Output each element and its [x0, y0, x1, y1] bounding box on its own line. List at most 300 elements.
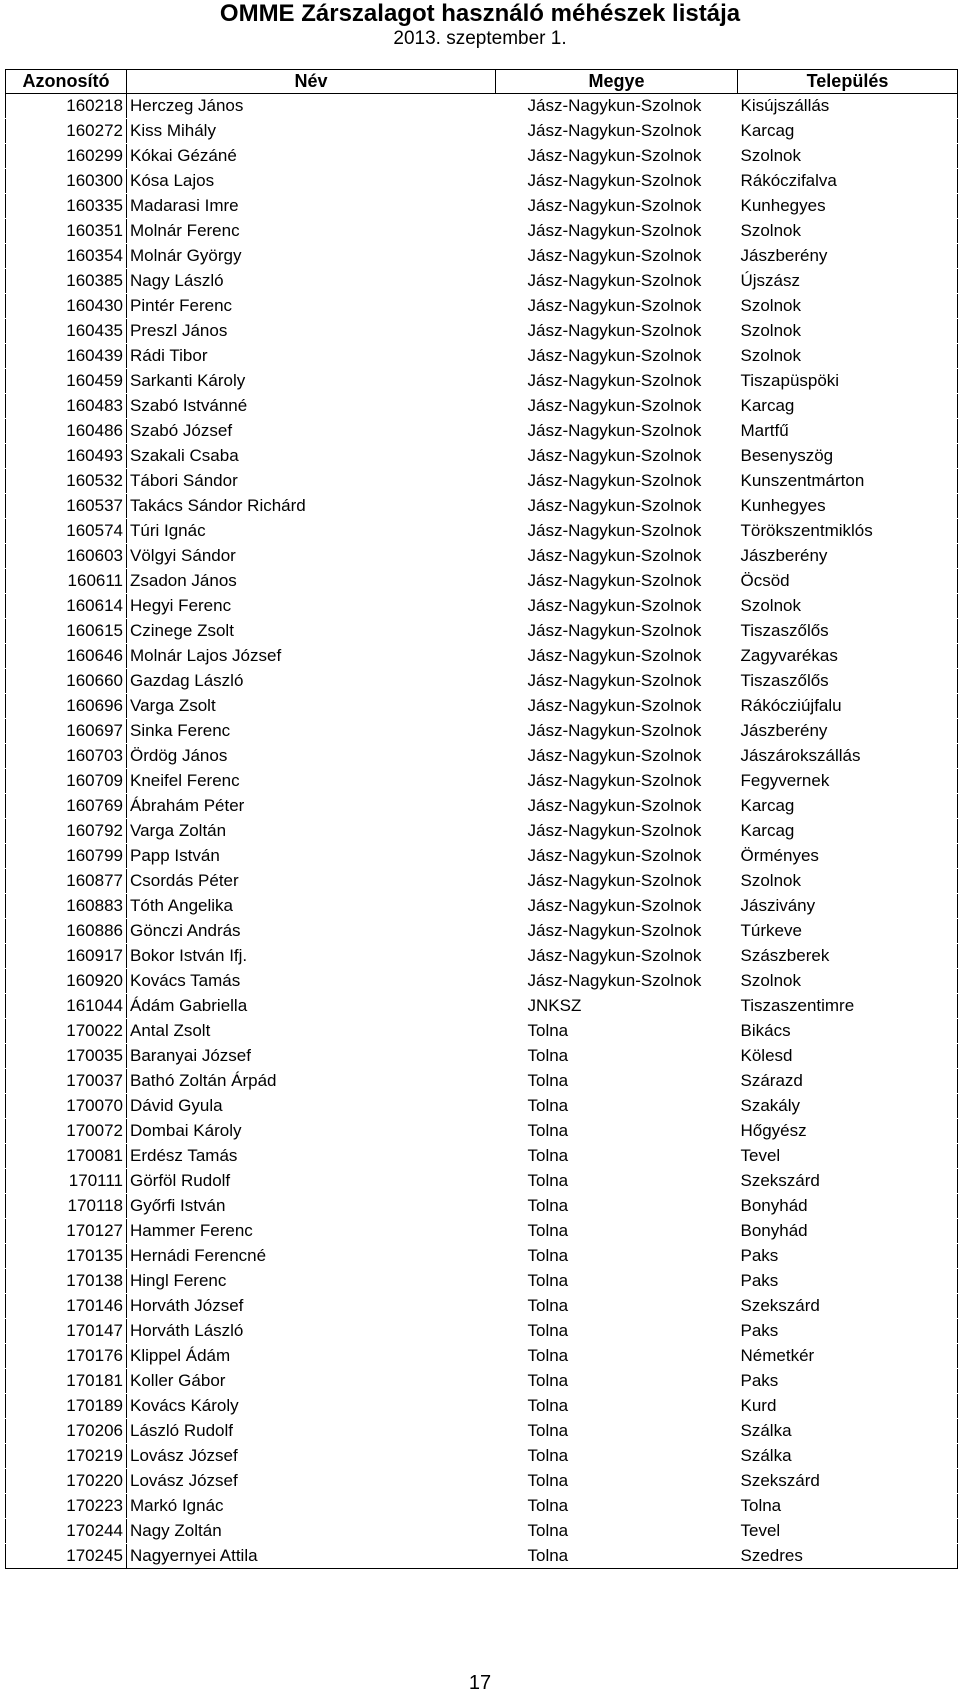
cell-county: Jász-Nagykun-Szolnok — [496, 269, 738, 294]
cell-id: 170035 — [6, 1044, 127, 1069]
cell-county: Jász-Nagykun-Szolnok — [496, 844, 738, 869]
cell-town: Öcsöd — [738, 569, 958, 594]
cell-name: Ábrahám Péter — [127, 794, 496, 819]
cell-town: Paks — [738, 1244, 958, 1269]
table-row — [6, 969, 958, 994]
cell-town: Hőgyész — [738, 1119, 958, 1144]
table-row — [6, 1069, 958, 1094]
cell-name: Kiss Mihály — [127, 119, 496, 144]
cell-name: Bathó Zoltán Árpád — [127, 1069, 496, 1094]
cell-county: Jász-Nagykun-Szolnok — [496, 369, 738, 394]
cell-county: Tolna — [496, 1544, 738, 1569]
cell-town: Szekszárd — [738, 1294, 958, 1319]
column-header-id: Azonosító — [6, 70, 127, 94]
table-row — [6, 1019, 958, 1044]
table-row — [6, 744, 958, 769]
cell-county: Tolna — [496, 1269, 738, 1294]
cell-name: Antal Zsolt — [127, 1019, 496, 1044]
table-row — [6, 294, 958, 319]
cell-county: Tolna — [496, 1519, 738, 1544]
cell-county: Jász-Nagykun-Szolnok — [496, 319, 738, 344]
cell-id: 170244 — [6, 1519, 127, 1544]
table-row — [6, 1469, 958, 1494]
cell-name: Takács Sándor Richárd — [127, 494, 496, 519]
cell-name: Markó Ignác — [127, 1494, 496, 1519]
cell-town: Szárazd — [738, 1069, 958, 1094]
cell-name: László Rudolf — [127, 1419, 496, 1444]
cell-name: Ördög János — [127, 744, 496, 769]
cell-name: Hammer Ferenc — [127, 1219, 496, 1244]
cell-name: Papp István — [127, 844, 496, 869]
cell-town: Fegyvernek — [738, 769, 958, 794]
cell-town: Németkér — [738, 1344, 958, 1369]
cell-name: Szabó Istvánné — [127, 394, 496, 419]
cell-town: Tiszaszőlős — [738, 619, 958, 644]
cell-name: Molnár György — [127, 244, 496, 269]
cell-county: Tolna — [496, 1319, 738, 1344]
cell-id: 160646 — [6, 644, 127, 669]
cell-county: Tolna — [496, 1294, 738, 1319]
table-row — [6, 1119, 958, 1144]
cell-id: 160614 — [6, 594, 127, 619]
cell-town: Karcag — [738, 394, 958, 419]
table-row — [6, 469, 958, 494]
cell-id: 170223 — [6, 1494, 127, 1519]
table-row — [6, 494, 958, 519]
cell-id: 160574 — [6, 519, 127, 544]
cell-name: Szabó József — [127, 419, 496, 444]
cell-name: Tóth Angelika — [127, 894, 496, 919]
table-row — [6, 444, 958, 469]
cell-town: Szálka — [738, 1419, 958, 1444]
cell-town: Martfű — [738, 419, 958, 444]
cell-town: Szedres — [738, 1544, 958, 1569]
table-row — [6, 1544, 958, 1569]
cell-id: 160615 — [6, 619, 127, 644]
table-row — [6, 369, 958, 394]
cell-county: Tolna — [496, 1169, 738, 1194]
cell-id: 170189 — [6, 1394, 127, 1419]
table-row — [6, 394, 958, 419]
cell-id: 160883 — [6, 894, 127, 919]
cell-town: Karcag — [738, 119, 958, 144]
cell-name: Kósa Lajos — [127, 169, 496, 194]
cell-town: Szolnok — [738, 969, 958, 994]
cell-county: Jász-Nagykun-Szolnok — [496, 469, 738, 494]
cell-county: Jász-Nagykun-Szolnok — [496, 569, 738, 594]
cell-id: 170022 — [6, 1019, 127, 1044]
cell-name: Molnár Lajos József — [127, 644, 496, 669]
cell-county: Jász-Nagykun-Szolnok — [496, 444, 738, 469]
cell-id: 170220 — [6, 1469, 127, 1494]
cell-id: 170138 — [6, 1269, 127, 1294]
cell-county: Jász-Nagykun-Szolnok — [496, 494, 738, 519]
table-row — [6, 694, 958, 719]
cell-id: 170081 — [6, 1144, 127, 1169]
table-row — [6, 994, 958, 1019]
cell-town: Túrkeve — [738, 919, 958, 944]
cell-id: 160272 — [6, 119, 127, 144]
cell-id: 170147 — [6, 1319, 127, 1344]
cell-town: Szakály — [738, 1094, 958, 1119]
cell-county: Jász-Nagykun-Szolnok — [496, 594, 738, 619]
cell-town: Karcag — [738, 819, 958, 844]
cell-town: Szekszárd — [738, 1169, 958, 1194]
cell-county: Jász-Nagykun-Szolnok — [496, 294, 738, 319]
table-row — [6, 219, 958, 244]
cell-name: Rádi Tibor — [127, 344, 496, 369]
column-header-name: Név — [127, 70, 496, 94]
cell-county: Jász-Nagykun-Szolnok — [496, 719, 738, 744]
cell-name: Kovács Károly — [127, 1394, 496, 1419]
cell-id: 160493 — [6, 444, 127, 469]
cell-id: 160532 — [6, 469, 127, 494]
cell-name: Sarkanti Károly — [127, 369, 496, 394]
cell-town: Jászberény — [738, 544, 958, 569]
cell-name: Győrfi István — [127, 1194, 496, 1219]
cell-id: 160792 — [6, 819, 127, 844]
cell-county: Jász-Nagykun-Szolnok — [496, 144, 738, 169]
cell-county: Jász-Nagykun-Szolnok — [496, 344, 738, 369]
table-header-row — [6, 70, 958, 94]
cell-name: Kneifel Ferenc — [127, 769, 496, 794]
cell-county: Jász-Nagykun-Szolnok — [496, 819, 738, 844]
table-row — [6, 719, 958, 744]
cell-county: Jász-Nagykun-Szolnok — [496, 419, 738, 444]
table-row — [6, 94, 958, 119]
cell-county: Tolna — [496, 1344, 738, 1369]
cell-name: Pintér Ferenc — [127, 294, 496, 319]
cell-county: Jász-Nagykun-Szolnok — [496, 94, 738, 119]
table-row — [6, 1269, 958, 1294]
cell-county: Jász-Nagykun-Szolnok — [496, 644, 738, 669]
cell-name: Kovács Tamás — [127, 969, 496, 994]
table-row — [6, 819, 958, 844]
cell-county: Jász-Nagykun-Szolnok — [496, 919, 738, 944]
cell-id: 160920 — [6, 969, 127, 994]
cell-town: Kunszentmárton — [738, 469, 958, 494]
table-row — [6, 544, 958, 569]
table-row — [6, 644, 958, 669]
cell-county: Tolna — [496, 1469, 738, 1494]
cell-id: 160486 — [6, 419, 127, 444]
cell-county: Tolna — [496, 1394, 738, 1419]
cell-town: Szolnok — [738, 219, 958, 244]
cell-id: 161044 — [6, 994, 127, 1019]
table-row — [6, 1344, 958, 1369]
cell-county: Tolna — [496, 1494, 738, 1519]
cell-id: 170176 — [6, 1344, 127, 1369]
cell-name: Hegyi Ferenc — [127, 594, 496, 619]
cell-name: Erdész Tamás — [127, 1144, 496, 1169]
cell-id: 170245 — [6, 1544, 127, 1569]
cell-town: Kurd — [738, 1394, 958, 1419]
cell-id: 160300 — [6, 169, 127, 194]
table-row — [6, 1194, 958, 1219]
cell-id: 160299 — [6, 144, 127, 169]
cell-name: Túri Ignác — [127, 519, 496, 544]
cell-county: Tolna — [496, 1444, 738, 1469]
cell-name: Czinege Zsolt — [127, 619, 496, 644]
cell-name: Molnár Ferenc — [127, 219, 496, 244]
table-row — [6, 1044, 958, 1069]
cell-county: Jász-Nagykun-Szolnok — [496, 394, 738, 419]
cell-county: Jász-Nagykun-Szolnok — [496, 194, 738, 219]
table-row — [6, 1244, 958, 1269]
cell-county: Tolna — [496, 1094, 738, 1119]
table-row — [6, 1319, 958, 1344]
cell-county: Tolna — [496, 1119, 738, 1144]
cell-id: 160483 — [6, 394, 127, 419]
cell-id: 170072 — [6, 1119, 127, 1144]
cell-town: Kunhegyes — [738, 194, 958, 219]
cell-town: Szászberek — [738, 944, 958, 969]
cell-county: Tolna — [496, 1144, 738, 1169]
table-row — [6, 1294, 958, 1319]
cell-town: Tiszaszőlős — [738, 669, 958, 694]
cell-id: 170219 — [6, 1444, 127, 1469]
cell-town: Bonyhád — [738, 1219, 958, 1244]
table-row — [6, 519, 958, 544]
cell-county: Jász-Nagykun-Szolnok — [496, 869, 738, 894]
table-row — [6, 894, 958, 919]
table-row — [6, 144, 958, 169]
column-header-county: Megye — [496, 70, 738, 94]
table-row — [6, 944, 958, 969]
cell-county: Tolna — [496, 1019, 738, 1044]
table-row — [6, 344, 958, 369]
table-row — [6, 1519, 958, 1544]
cell-id: 170127 — [6, 1219, 127, 1244]
cell-name: Zsadon János — [127, 569, 496, 594]
cell-name: Dávid Gyula — [127, 1094, 496, 1119]
cell-county: Tolna — [496, 1069, 738, 1094]
cell-id: 170146 — [6, 1294, 127, 1319]
cell-town: Paks — [738, 1269, 958, 1294]
cell-county: Jász-Nagykun-Szolnok — [496, 219, 738, 244]
table-row — [6, 319, 958, 344]
cell-town: Rákócziújfalu — [738, 694, 958, 719]
cell-name: Preszl János — [127, 319, 496, 344]
cell-town: Szolnok — [738, 594, 958, 619]
cell-town: Paks — [738, 1369, 958, 1394]
cell-id: 170118 — [6, 1194, 127, 1219]
cell-county: Jász-Nagykun-Szolnok — [496, 769, 738, 794]
cell-id: 160354 — [6, 244, 127, 269]
cell-id: 160351 — [6, 219, 127, 244]
cell-county: Tolna — [496, 1044, 738, 1069]
cell-county: Jász-Nagykun-Szolnok — [496, 244, 738, 269]
table-body — [6, 94, 958, 1569]
cell-name: Horváth József — [127, 1294, 496, 1319]
table-row — [6, 1144, 958, 1169]
cell-town: Tiszapüspöki — [738, 369, 958, 394]
cell-county: Tolna — [496, 1369, 738, 1394]
cell-name: Csordás Péter — [127, 869, 496, 894]
cell-town: Jászberény — [738, 719, 958, 744]
cell-name: Varga Zsolt — [127, 694, 496, 719]
cell-county: Tolna — [496, 1194, 738, 1219]
table-row — [6, 569, 958, 594]
table-row — [6, 419, 958, 444]
table-row — [6, 1219, 958, 1244]
cell-name: Koller Gábor — [127, 1369, 496, 1394]
cell-town: Tevel — [738, 1519, 958, 1544]
document-date: 2013. szeptember 1. — [393, 28, 567, 49]
cell-county: Jász-Nagykun-Szolnok — [496, 894, 738, 919]
cell-id: 170037 — [6, 1069, 127, 1094]
cell-name: Varga Zoltán — [127, 819, 496, 844]
table-row — [6, 844, 958, 869]
cell-town: Tiszaszentimre — [738, 994, 958, 1019]
table-row — [6, 919, 958, 944]
table-row — [6, 619, 958, 644]
cell-name: Sinka Ferenc — [127, 719, 496, 744]
cell-county: Jász-Nagykun-Szolnok — [496, 169, 738, 194]
cell-town: Tevel — [738, 1144, 958, 1169]
cell-id: 170206 — [6, 1419, 127, 1444]
cell-town: Paks — [738, 1319, 958, 1344]
table-row — [6, 1394, 958, 1419]
cell-id: 160703 — [6, 744, 127, 769]
cell-id: 160709 — [6, 769, 127, 794]
table-row — [6, 1094, 958, 1119]
cell-town: Tolna — [738, 1494, 958, 1519]
cell-county: Jász-Nagykun-Szolnok — [496, 794, 738, 819]
cell-county: Tolna — [496, 1244, 738, 1269]
cell-county: Jász-Nagykun-Szolnok — [496, 544, 738, 569]
cell-name: Nagyernyei Attila — [127, 1544, 496, 1569]
cell-county: Jász-Nagykun-Szolnok — [496, 669, 738, 694]
cell-id: 160335 — [6, 194, 127, 219]
beekeeper-table — [5, 69, 958, 1569]
cell-town: Bonyhád — [738, 1194, 958, 1219]
table-row — [6, 594, 958, 619]
table-row — [6, 794, 958, 819]
cell-town: Jászberény — [738, 244, 958, 269]
table-row — [6, 194, 958, 219]
cell-county: Jász-Nagykun-Szolnok — [496, 969, 738, 994]
cell-town: Kölesd — [738, 1044, 958, 1069]
table-row — [6, 1444, 958, 1469]
cell-name: Baranyai József — [127, 1044, 496, 1069]
cell-town: Szolnok — [738, 344, 958, 369]
cell-town: Jászárokszállás — [738, 744, 958, 769]
table-row — [6, 1494, 958, 1519]
cell-name: Hernádi Ferencné — [127, 1244, 496, 1269]
cell-town: Kunhegyes — [738, 494, 958, 519]
cell-county: Jász-Nagykun-Szolnok — [496, 519, 738, 544]
cell-county: Jász-Nagykun-Szolnok — [496, 119, 738, 144]
cell-county: Jász-Nagykun-Szolnok — [496, 744, 738, 769]
cell-name: Madarasi Imre — [127, 194, 496, 219]
cell-town: Besenyszög — [738, 444, 958, 469]
cell-town: Szálka — [738, 1444, 958, 1469]
cell-id: 160877 — [6, 869, 127, 894]
table-row — [6, 1169, 958, 1194]
cell-name: Gazdag László — [127, 669, 496, 694]
cell-name: Gönczi András — [127, 919, 496, 944]
cell-id: 160537 — [6, 494, 127, 519]
cell-county: Tolna — [496, 1419, 738, 1444]
cell-id: 160439 — [6, 344, 127, 369]
cell-name: Nagy László — [127, 269, 496, 294]
cell-town: Karcag — [738, 794, 958, 819]
cell-id: 160611 — [6, 569, 127, 594]
cell-name: Bokor István Ifj. — [127, 944, 496, 969]
table-row — [6, 244, 958, 269]
cell-name: Lovász József — [127, 1444, 496, 1469]
table-row — [6, 1369, 958, 1394]
cell-name: Hingl Ferenc — [127, 1269, 496, 1294]
cell-name: Horváth László — [127, 1319, 496, 1344]
table-row — [6, 869, 958, 894]
cell-id: 160385 — [6, 269, 127, 294]
cell-town: Szolnok — [738, 144, 958, 169]
cell-town: Zagyvarékas — [738, 644, 958, 669]
document-title: OMME Zárszalagot használó méhészek listája — [219, 0, 741, 27]
cell-id: 160459 — [6, 369, 127, 394]
cell-id: 160917 — [6, 944, 127, 969]
cell-town: Szolnok — [738, 319, 958, 344]
cell-town: Jászivány — [738, 894, 958, 919]
table-row — [6, 669, 958, 694]
page-number: 17 — [468, 1672, 492, 1694]
table-row — [6, 169, 958, 194]
cell-id: 160603 — [6, 544, 127, 569]
cell-id: 170070 — [6, 1094, 127, 1119]
cell-id: 160697 — [6, 719, 127, 744]
cell-name: Klippel Ádám — [127, 1344, 496, 1369]
cell-name: Tábori Sándor — [127, 469, 496, 494]
cell-name: Szakali Csaba — [127, 444, 496, 469]
cell-id: 160660 — [6, 669, 127, 694]
cell-name: Völgyi Sándor — [127, 544, 496, 569]
cell-name: Herczeg János — [127, 94, 496, 119]
cell-county: JNKSZ — [496, 994, 738, 1019]
table-row — [6, 119, 958, 144]
cell-town: Újszász — [738, 269, 958, 294]
cell-id: 160435 — [6, 319, 127, 344]
cell-name: Dombai Károly — [127, 1119, 496, 1144]
cell-id: 170181 — [6, 1369, 127, 1394]
cell-id: 160769 — [6, 794, 127, 819]
cell-name: Ádám Gabriella — [127, 994, 496, 1019]
cell-town: Örményes — [738, 844, 958, 869]
cell-county: Jász-Nagykun-Szolnok — [496, 694, 738, 719]
cell-id: 160218 — [6, 94, 127, 119]
cell-town: Bikács — [738, 1019, 958, 1044]
cell-town: Szolnok — [738, 869, 958, 894]
cell-town: Rákóczifalva — [738, 169, 958, 194]
cell-id: 160430 — [6, 294, 127, 319]
cell-town: Szekszárd — [738, 1469, 958, 1494]
cell-id: 170135 — [6, 1244, 127, 1269]
table-row — [6, 269, 958, 294]
cell-name: Lovász József — [127, 1469, 496, 1494]
cell-id: 170111 — [6, 1169, 127, 1194]
cell-id: 160696 — [6, 694, 127, 719]
cell-id: 160799 — [6, 844, 127, 869]
cell-town: Kisújszállás — [738, 94, 958, 119]
cell-county: Jász-Nagykun-Szolnok — [496, 944, 738, 969]
cell-county: Tolna — [496, 1219, 738, 1244]
cell-name: Nagy Zoltán — [127, 1519, 496, 1544]
table-row — [6, 1419, 958, 1444]
cell-town: Szolnok — [738, 294, 958, 319]
cell-id: 160886 — [6, 919, 127, 944]
cell-county: Jász-Nagykun-Szolnok — [496, 619, 738, 644]
